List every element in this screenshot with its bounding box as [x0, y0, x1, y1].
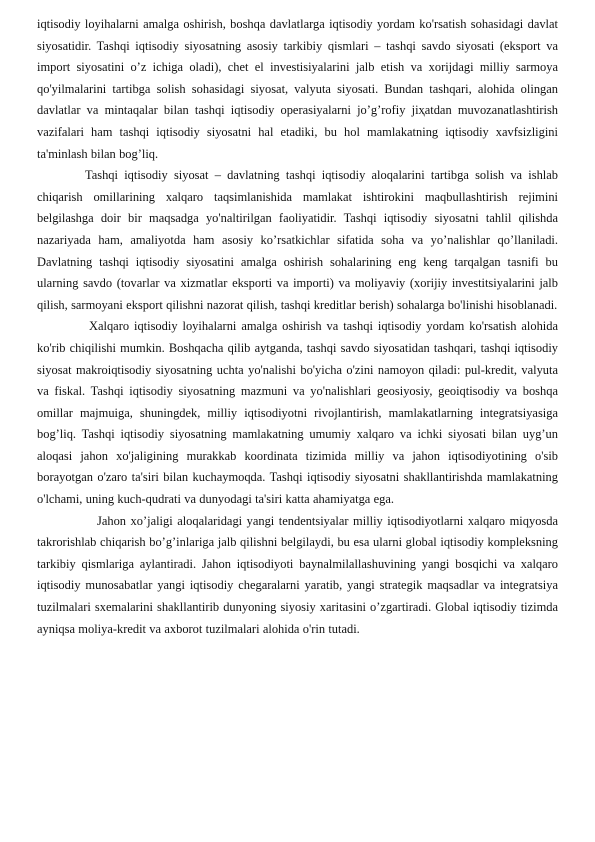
- paragraph-world-economy-trends: Jahon xo’jaligi aloqalaridagi yangi tendentsiyalar milliy iqtisodiyotlarni xalqaro miqyosda takrorishlab chiqarish bo’g’inlariga jalb qilishni belgilaydi, bu esa ularni global iqtisodiy kompleksning tarkibiy qismlariga aylantiradi. Jahon iqtisodiyoti baynalmilallashuvining yangi bosqichi va xalqaro iqtisodiy munosabatlar yangi iqtisodiy chegaralarni yaratib, yangi strategik maqsadlar va integratsiya tuzilmalari sxemalarini shakllantirib dunyoning siyosiy xaritasini o’zgartiradi. Global iqtisodiy tizimda ayniqsa moliya-kredit va axborot tuzilmalari alohida o'rin tutadi.: [37, 513, 558, 636]
- document-page: [37, 14, 558, 640]
- paragraph-continuation: iqtisodiy loyihalarni amalga oshirish, boshqa davlatlarga iqtisodiy yordam ko'rsatish sohasidagi davlat siyosatidir. Tashqi iqtisodiy siyosatning asosiy tarkibiy qismlari – tashqi savdo siyosati (eksport va import siyosatini o’z ichiga oladi), chet el investisiyalarini jalb etish va xorijdagi milliy sarmoya qo'yilmalarini tartibga solish sohasidagi siyosat, valyuta siyosati. Bundan tashqari, alohida olingan davlatlar va mintaqalar bilan tashqi iqtisodiy operasiyalarni jo’g’rofiy jiҳatdan muvozanatlashtirish vazifalari ham tashqi iqtisodiy siyosatni hal etadiki, bu hol mamlakatning iqtisodiy xavfsizligini ta'minlash bilan bog’liq.: [37, 17, 558, 161]
- paragraph-foreign-economic-policy: Tashqi iqtisodiy siyosat – davlatning tashqi iqtisodiy aloqalarini tartibga solish va ishlab chiqarish omillarining xalqaro taqsimlanishida mamlakat ishtirokini maqbullashtirish rejimini belgilashga doir bir maqsadga yo'naltirilgan faoliyatidir. Tashqi iqtisodiy siyosatni tahlil qilishda nazariyada ham, amaliyotda ham asosiy ko’rsatkichlar sifatida soha va yo’nalishlar qo’llaniladi. Davlatning tashqi iqtisodiy siyosatini amalga oshirish sohalarining eng keng tarqalgan tasnifi bu ularning savdo (tovarlar va xizmatlar eksporti va importi) va moliyaviy (xorijiy investitsiyalarini jalb qilish, sarmoyani eksport qilishni nazorat qilish, tashqi kreditlar berish) sohalarga bo'linishi hisoblanadi.: [37, 168, 558, 312]
- paragraph-international-projects: Xalqaro iqtisodiy loyihalarni amalga oshirish va tashqi iqtisodiy yordam ko'rsatish alohida ko'rib chiqilishi mumkin. Boshqacha qilib aytganda, tashqi savdo siyosatidan tashqari, tashqi iqtisodiy siyosat makroiqtisodiy siyosatning uchta yo'nalishi bo'yicha o'zini namoyon qiladi: pul-kredit, valyuta va fiskal. Tashqi iqtisodiy siyosatning mazmuni va yo'nalishlari geosiyosiy, geoiqtisodiy va boshqa omillar majmuiga, shuningdek, milliy iqtisodiyotni rivojlantirish, mamlakatlarning integratsiyasiga bog’liq. Tashqi iqtisodiy siyosatning mamlakatning umumiy xalqaro va ichki siyosati bilan uyg’un aloqasi jahon xo'jaligining murakkab koordinata tizimida milliy va jahon iqtisodiyotining o'sib borayotgan o'zaro ta'siri bilan kuchaymoqda. Tashqi iqtisodiy siyosatni shakllantirishda mamlakatning o'lchami, uning kuch-qudrati va dunyodagi ta'siri katta ahamiyatga ega.: [37, 319, 558, 507]
